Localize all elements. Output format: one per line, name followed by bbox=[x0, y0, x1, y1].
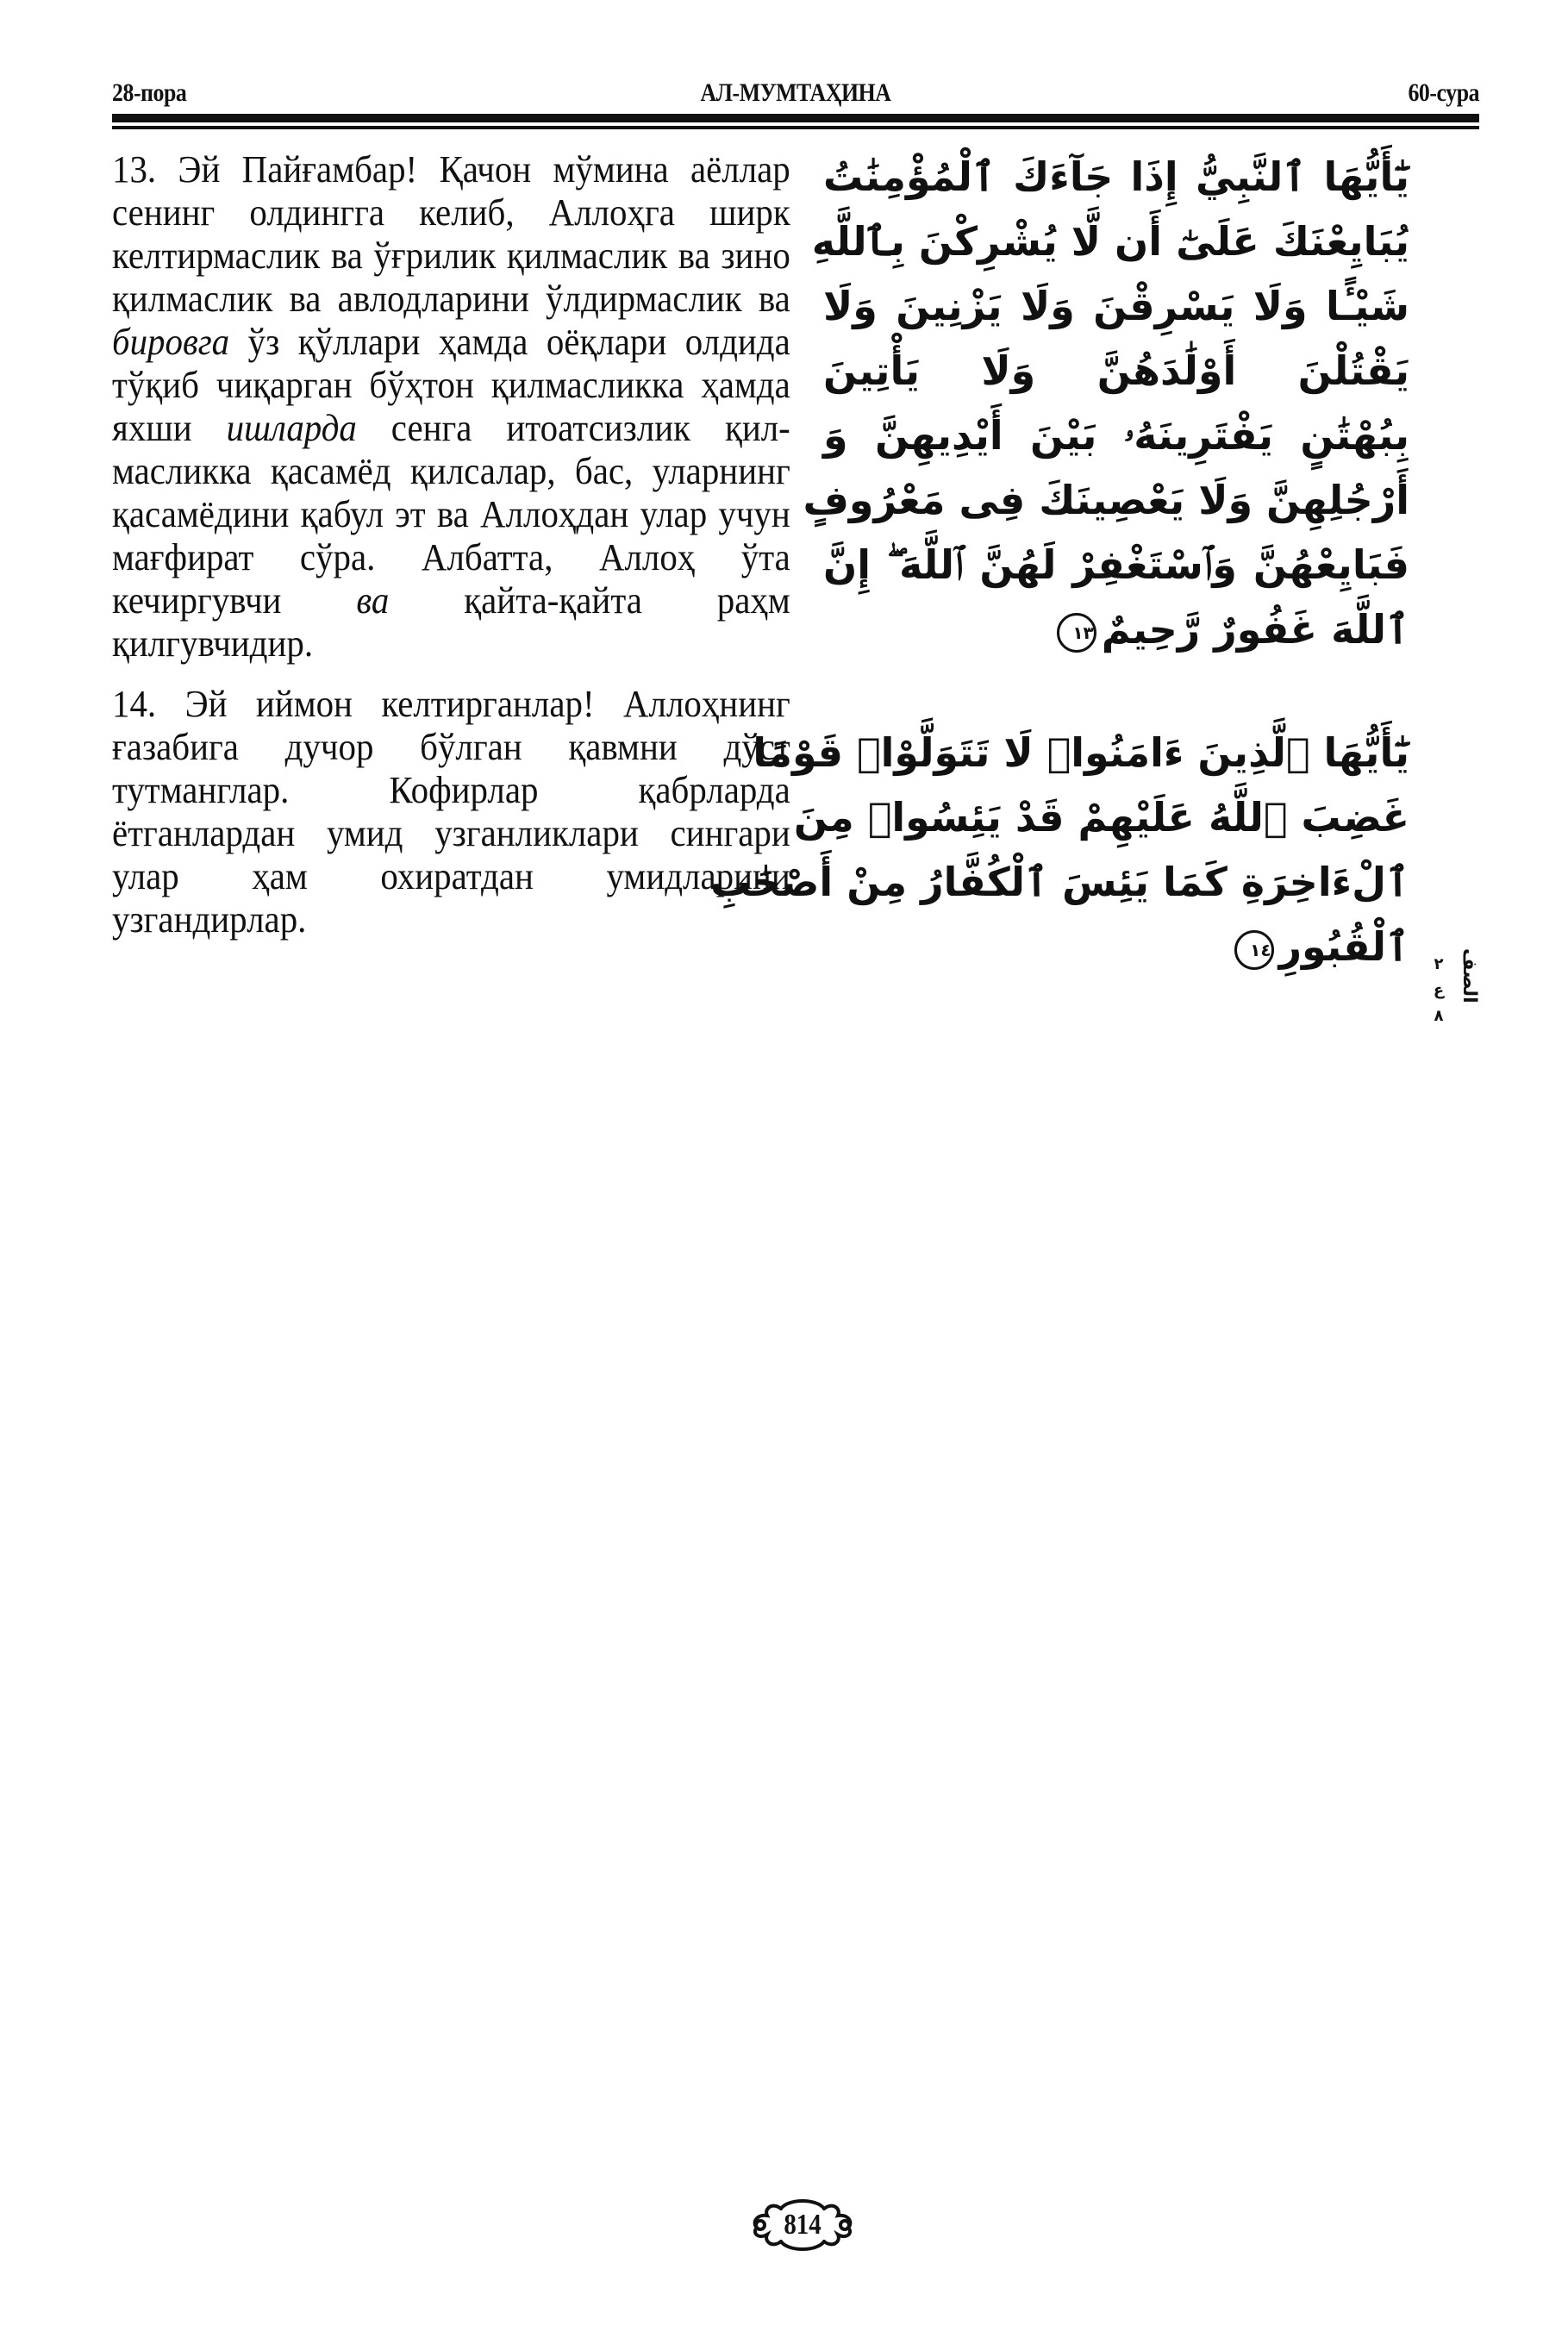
header-rule-thin bbox=[112, 126, 1479, 129]
margin-surah-name: الصف bbox=[1459, 948, 1480, 1003]
header-rule-thick bbox=[112, 114, 1479, 122]
arabic-line-last bbox=[823, 597, 1409, 662]
arabic-line-last bbox=[823, 915, 1409, 979]
page-number-text: 814 bbox=[784, 2209, 821, 2241]
verse-13-translation bbox=[112, 148, 790, 666]
verse-14-arabic bbox=[710, 721, 1409, 979]
juz-label: 28-пора bbox=[112, 78, 187, 107]
verse-14-translation: 14. Эй иймон келтирганлар! Аллоҳнинг ғазабига дучор бўлган қавмни дўст тутманглар. Кофирлар қабрларда ётганлардан умид узганликлари сингари улар ҳам охиратдан умидларини узгандирлар. bbox=[112, 683, 790, 941]
arabic-line: ٱلْءَاخِرَةِ كَمَا يَئِسَ ٱلْكُفَّارُ مِنْ أَصْحَٰبِ bbox=[710, 859, 1409, 905]
verse-13-italic-part: бировга bbox=[112, 321, 230, 363]
verse-13-text-part: ўз қўллари ҳамда оёқлари олдида тўқиб чиқарган бўҳтон қилмасликка ҳамда яхши bbox=[112, 321, 790, 449]
arabic-line: غَضِبَ ٱللَّهُ عَلَيْهِمْ قَدْ يَئِسُوا۟ مِنَ bbox=[793, 794, 1409, 841]
arabic-column bbox=[710, 145, 1409, 979]
arabic-line-text: ٱلْقُبُورِ bbox=[1278, 923, 1409, 970]
verse-13-italic-part: ишларда bbox=[226, 407, 357, 449]
verse-13-text-part: сенга итоатсизлик қилмасликка қасамёд қилсалар, бас, уларнинг қасамёдини қабул эт ва Аллоҳдан улар учун мағфират сўра. Албатта, Аллоҳ ўта кечиргувчи bbox=[112, 407, 790, 622]
surah-number: 60-сура bbox=[1408, 78, 1479, 107]
arabic-line: فَبَايِعْهُنَّ وَٱسْتَغْفِرْ لَهُنَّ ٱللَّهَ ۖ إِنَّ bbox=[823, 541, 1409, 588]
arabic-line: يَقْتُلْنَ أَوْلَٰدَهُنَّ وَلَا يَأْتِينَ bbox=[823, 347, 1409, 394]
verse-13-arabic bbox=[803, 145, 1409, 662]
ayah-number-14-icon: ١٤ bbox=[1234, 930, 1274, 970]
arabic-line: أَرْجُلِهِنَّ وَلَا يَعْصِينَكَ فِى مَعْرُوفٍ bbox=[803, 477, 1409, 523]
arabic-line: شَيْـًٔا وَلَا يَسْرِقْنَ وَلَا يَزْنِينَ وَلَا bbox=[823, 283, 1409, 329]
running-header bbox=[112, 76, 1479, 110]
arabic-line: بِبُهْتَٰنٍ يَفْتَرِينَهُۥ بَيْنَ أَيْدِيهِنَّ وَ bbox=[823, 412, 1409, 459]
ruku-margin-marker bbox=[1427, 948, 1478, 1043]
surah-title: АЛ-МУМТАҲИНА bbox=[700, 78, 891, 107]
arabic-line: يُبَايِعْنَكَ عَلَىٰٓ أَن لَّا يُشْرِكْنَ بِٱللَّهِ bbox=[811, 218, 1409, 265]
page-number bbox=[747, 2197, 859, 2254]
ayah-number-13-icon: ١٣ bbox=[1057, 613, 1096, 653]
verse-13-text-part: қайта-қайта раҳм қилгувчидир. bbox=[112, 579, 790, 665]
arabic-line: يَٰٓأَيُّهَا ٱلَّذِينَ ءَامَنُوا۟ لَا تَتَوَلَّوْا۟ قَوْمًا bbox=[753, 729, 1409, 776]
arabic-line-text: ٱللَّهَ غَفُورٌ رَّحِيمٌ bbox=[1101, 606, 1409, 653]
ruku-mark-icon: ٢ ع ٨ bbox=[1433, 955, 1445, 1025]
translation-column bbox=[112, 148, 790, 941]
verse-13-italic-part: ва bbox=[356, 579, 390, 622]
verse-13-text-part: 13. Эй Пайғамбар! Қачон мўмина аёллар сенинг олдингга келиб, Аллоҳга ширк келтирмаслик ва ўғрилик қилмаслик ва зино қилмаслик ва авлодларини ўлдирмаслик ва bbox=[112, 148, 790, 320]
arabic-line: يَٰٓأَيُّهَا ٱلنَّبِيُّ إِذَا جَآءَكَ ٱلْمُؤْمِنَٰتُ bbox=[823, 153, 1409, 200]
